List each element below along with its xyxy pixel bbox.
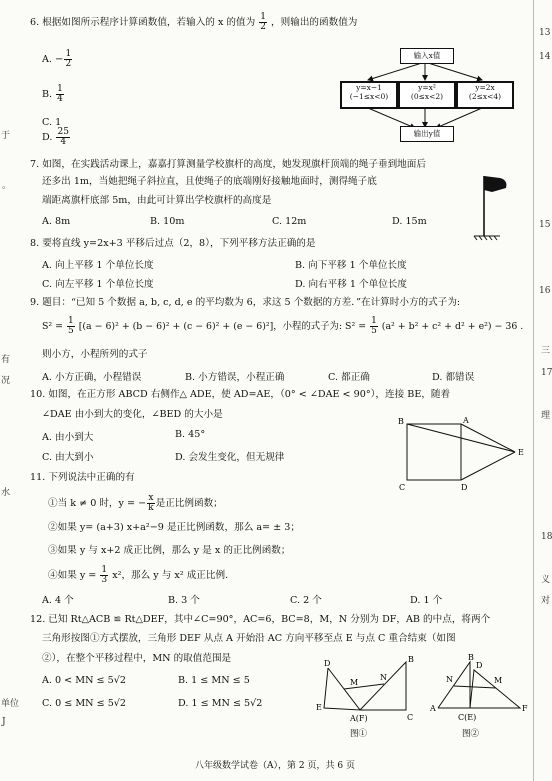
q7-option-a[interactable]: A. 8m	[42, 216, 71, 227]
q10-option-d[interactable]: D. 会发生变化，但无规律	[175, 452, 285, 463]
svg-text:C: C	[407, 713, 414, 722]
q6-option-c[interactable]: C. 1	[42, 117, 62, 128]
q11-statement-2: ②如果 y= (a+3) x+a²−9 是正比例函数，那么 a= ± 3；	[48, 522, 300, 533]
right-margin-text: 18	[541, 532, 552, 542]
point-e-label: E	[518, 448, 524, 457]
left-margin-text: 水	[1, 488, 11, 498]
q6-fraction: $\frac{1}{2}$	[260, 12, 266, 32]
q7-option-b[interactable]: B. 10m	[150, 216, 185, 227]
point-b-label: B	[398, 417, 404, 426]
q11-statement-1: ①当 k ≠ 0 时，y = − $\frac{x}{k}$ 是正比例函数；	[48, 493, 223, 513]
right-margin-text: 13	[539, 28, 551, 38]
q9-line-3: 则小方，小程所列的式子	[42, 349, 148, 360]
q12-line-3: ②），在整个平移过程中，MN 的取值范围是	[42, 653, 232, 664]
svg-text:A(F): A(F)	[350, 714, 368, 723]
q12-option-a[interactable]: A. 0 < MN ≤ 5√2	[42, 675, 126, 686]
q12-option-d[interactable]: D. 1 ≤ MN ≤ 5√2	[178, 698, 263, 709]
q8-stem: 8. 要将直线 y=2x+3 平移后过点（2，8），下列平移方法正确的是	[30, 238, 316, 249]
q9-option-d[interactable]: D. 都错误	[432, 372, 475, 383]
right-margin-text: 15	[539, 220, 551, 230]
q11-option-b[interactable]: B. 3 个	[168, 595, 200, 606]
q11-statement-3: ③如果 y 与 x+2 成正比例，那么 y 是 x 的正比例函数；	[48, 545, 291, 556]
figure-1	[312, 648, 424, 748]
q10-option-b[interactable]: B. 45°	[175, 429, 206, 440]
q7-line-3: 端距离旗杆底部 5m，由此可计算出学校旗杆的高度是	[42, 195, 272, 206]
svg-text:N: N	[446, 675, 453, 684]
q10-option-c[interactable]: C. 由大到小	[42, 452, 94, 463]
q6-stem-tail: ，则输出的函数值为	[271, 17, 358, 28]
q9-option-a[interactable]: A. 小方正确，小程错误	[42, 372, 142, 383]
q9-formula: S² = $\frac{1}{5}$ [(a − 6)² + (b − 6)² + (c − 6)² + (e − 6)²]，小程的式子为: S² = $\frac{1}{5}$ (a² + b² + c² + d² + e²) − 36 .	[42, 316, 524, 336]
q6-option-d[interactable]: D. $\frac{25}{4}$	[42, 127, 69, 147]
figure-2	[428, 648, 533, 748]
flow-input-box: 输入x值	[400, 48, 454, 64]
left-margin-text: 于	[1, 131, 11, 141]
figure-2-caption: 图②	[462, 729, 480, 739]
q9-option-b[interactable]: B. 小方错误，小程正确	[185, 372, 285, 383]
point-c-label: C	[399, 483, 406, 492]
svg-text:M: M	[350, 678, 359, 687]
flagpole-figure	[470, 170, 525, 242]
q12-option-b[interactable]: B. 1 ≤ MN ≤ 5	[178, 675, 250, 686]
svg-text:F: F	[522, 704, 528, 713]
q8-option-b[interactable]: B. 向下平移 1 个单位长度	[295, 260, 407, 271]
q12-option-c[interactable]: C. 0 ≤ MN ≤ 5√2	[42, 698, 127, 709]
right-margin-text: 17	[541, 368, 552, 378]
figure-1-caption: 图①	[350, 729, 368, 739]
left-margin-text: 单位	[1, 699, 20, 709]
svg-text:B: B	[468, 653, 474, 662]
svg-text:A: A	[430, 704, 436, 713]
left-margin-text: J	[2, 717, 6, 727]
right-margin-text: 14	[539, 52, 551, 62]
svg-text:M: M	[494, 676, 503, 685]
q8-option-a[interactable]: A. 向上平移 1 个单位长度	[42, 260, 154, 271]
q11-option-c[interactable]: C. 2 个	[290, 595, 322, 606]
q7-line-2: 还多出 1m，当她把绳子斜拉直，且使绳子的底端刚好接触地面时，测得绳子底	[42, 176, 377, 187]
q7-option-c[interactable]: C. 12m	[272, 216, 307, 227]
q11-stem: 11. 下列说法中正确的有	[30, 472, 135, 483]
flow-branch-1: y=x−1 (−1≤x<0)	[340, 81, 398, 109]
point-a-label: A	[463, 416, 469, 425]
q8-option-d[interactable]: D. 向右平移 1 个单位长度	[295, 279, 407, 290]
q10-line-2: ∠DAE 由小到大的变化，∠BED 的大小是	[42, 409, 223, 420]
svg-text:B: B	[408, 655, 414, 664]
q6-option-b[interactable]: B. $\frac{1}{4}$	[42, 84, 63, 104]
q11-option-a[interactable]: A. 4 个	[42, 595, 74, 606]
q6-stem: 6. 根据如图所示程序计算函数值，若输入的 x 的值为	[30, 17, 256, 28]
q12-line-2: 三角形按图①方式摆放，三角形 DEF 从点 A 开始沿 AC 方向平移至点 E 与点 C 重合结束（如图	[42, 633, 456, 644]
q9-line-1: 9. 题目：“已知 5 个数据 a, b, c, d, e 的平均数为 6，求这 5 个数据的方差．”在计算时小方的式子为:	[30, 297, 461, 308]
flow-branch-3: y=2x (2≤x<4)	[456, 81, 514, 109]
svg-text:N: N	[380, 673, 387, 682]
left-margin-text: 况	[1, 376, 11, 386]
right-margin-text: 对	[541, 596, 551, 606]
q11-statement-4: ④如果 y = $\frac{1}{3}$ x²，那么 y 与 x² 成正比例．	[48, 565, 235, 585]
q8-option-c[interactable]: C. 向左平移 1 个单位长度	[42, 279, 154, 290]
q7-line-1: 7. 如图，在实践活动课上，嘉嘉打算测量学校旗杆的高度，她发现旗杆顶端的绳子垂到地面后	[30, 159, 426, 170]
right-margin-text: 义	[541, 575, 551, 585]
q6-option-a[interactable]: A. − $\frac{1}{2}$	[42, 49, 72, 69]
flow-branch-2: y=x² (0≤x<2)	[398, 81, 456, 109]
page-footer: 八年级数学试卷（A），第 2 页，共 6 页	[195, 761, 355, 771]
right-margin-text: 三	[541, 346, 551, 356]
svg-text:D: D	[476, 661, 483, 670]
left-margin-text: 有	[1, 355, 11, 365]
q7-option-d[interactable]: D. 15m	[392, 216, 427, 227]
square-abcd-figure	[395, 414, 530, 494]
point-d-label: D	[461, 483, 468, 492]
q11-option-d[interactable]: D. 1 个	[410, 595, 443, 606]
left-margin-text: 。	[2, 181, 12, 191]
right-margin-text: 理	[541, 411, 551, 421]
right-margin-text: 16	[539, 286, 551, 296]
q9-option-c[interactable]: C. 都正确	[328, 372, 370, 383]
q10-option-a[interactable]: A. 由小到大	[42, 432, 94, 443]
q12-line-1: 12. 已知 Rt△ACB ≌ Rt△DEF，其中∠C=90°，AC=6，BC=8，M，N 分别为 DF，AB 的中点，将两个	[30, 614, 491, 625]
svg-text:D: D	[324, 659, 331, 668]
svg-text:C(E): C(E)	[458, 713, 477, 722]
svg-text:E: E	[316, 703, 322, 712]
q10-line-1: 10. 如图，在正方形 ABCD 右侧作△ ADE，使 AD=AE，（0° < ∠DAE < 90°），连接 BE，随着	[30, 389, 451, 400]
flow-output-box: 输出y值	[400, 126, 454, 142]
